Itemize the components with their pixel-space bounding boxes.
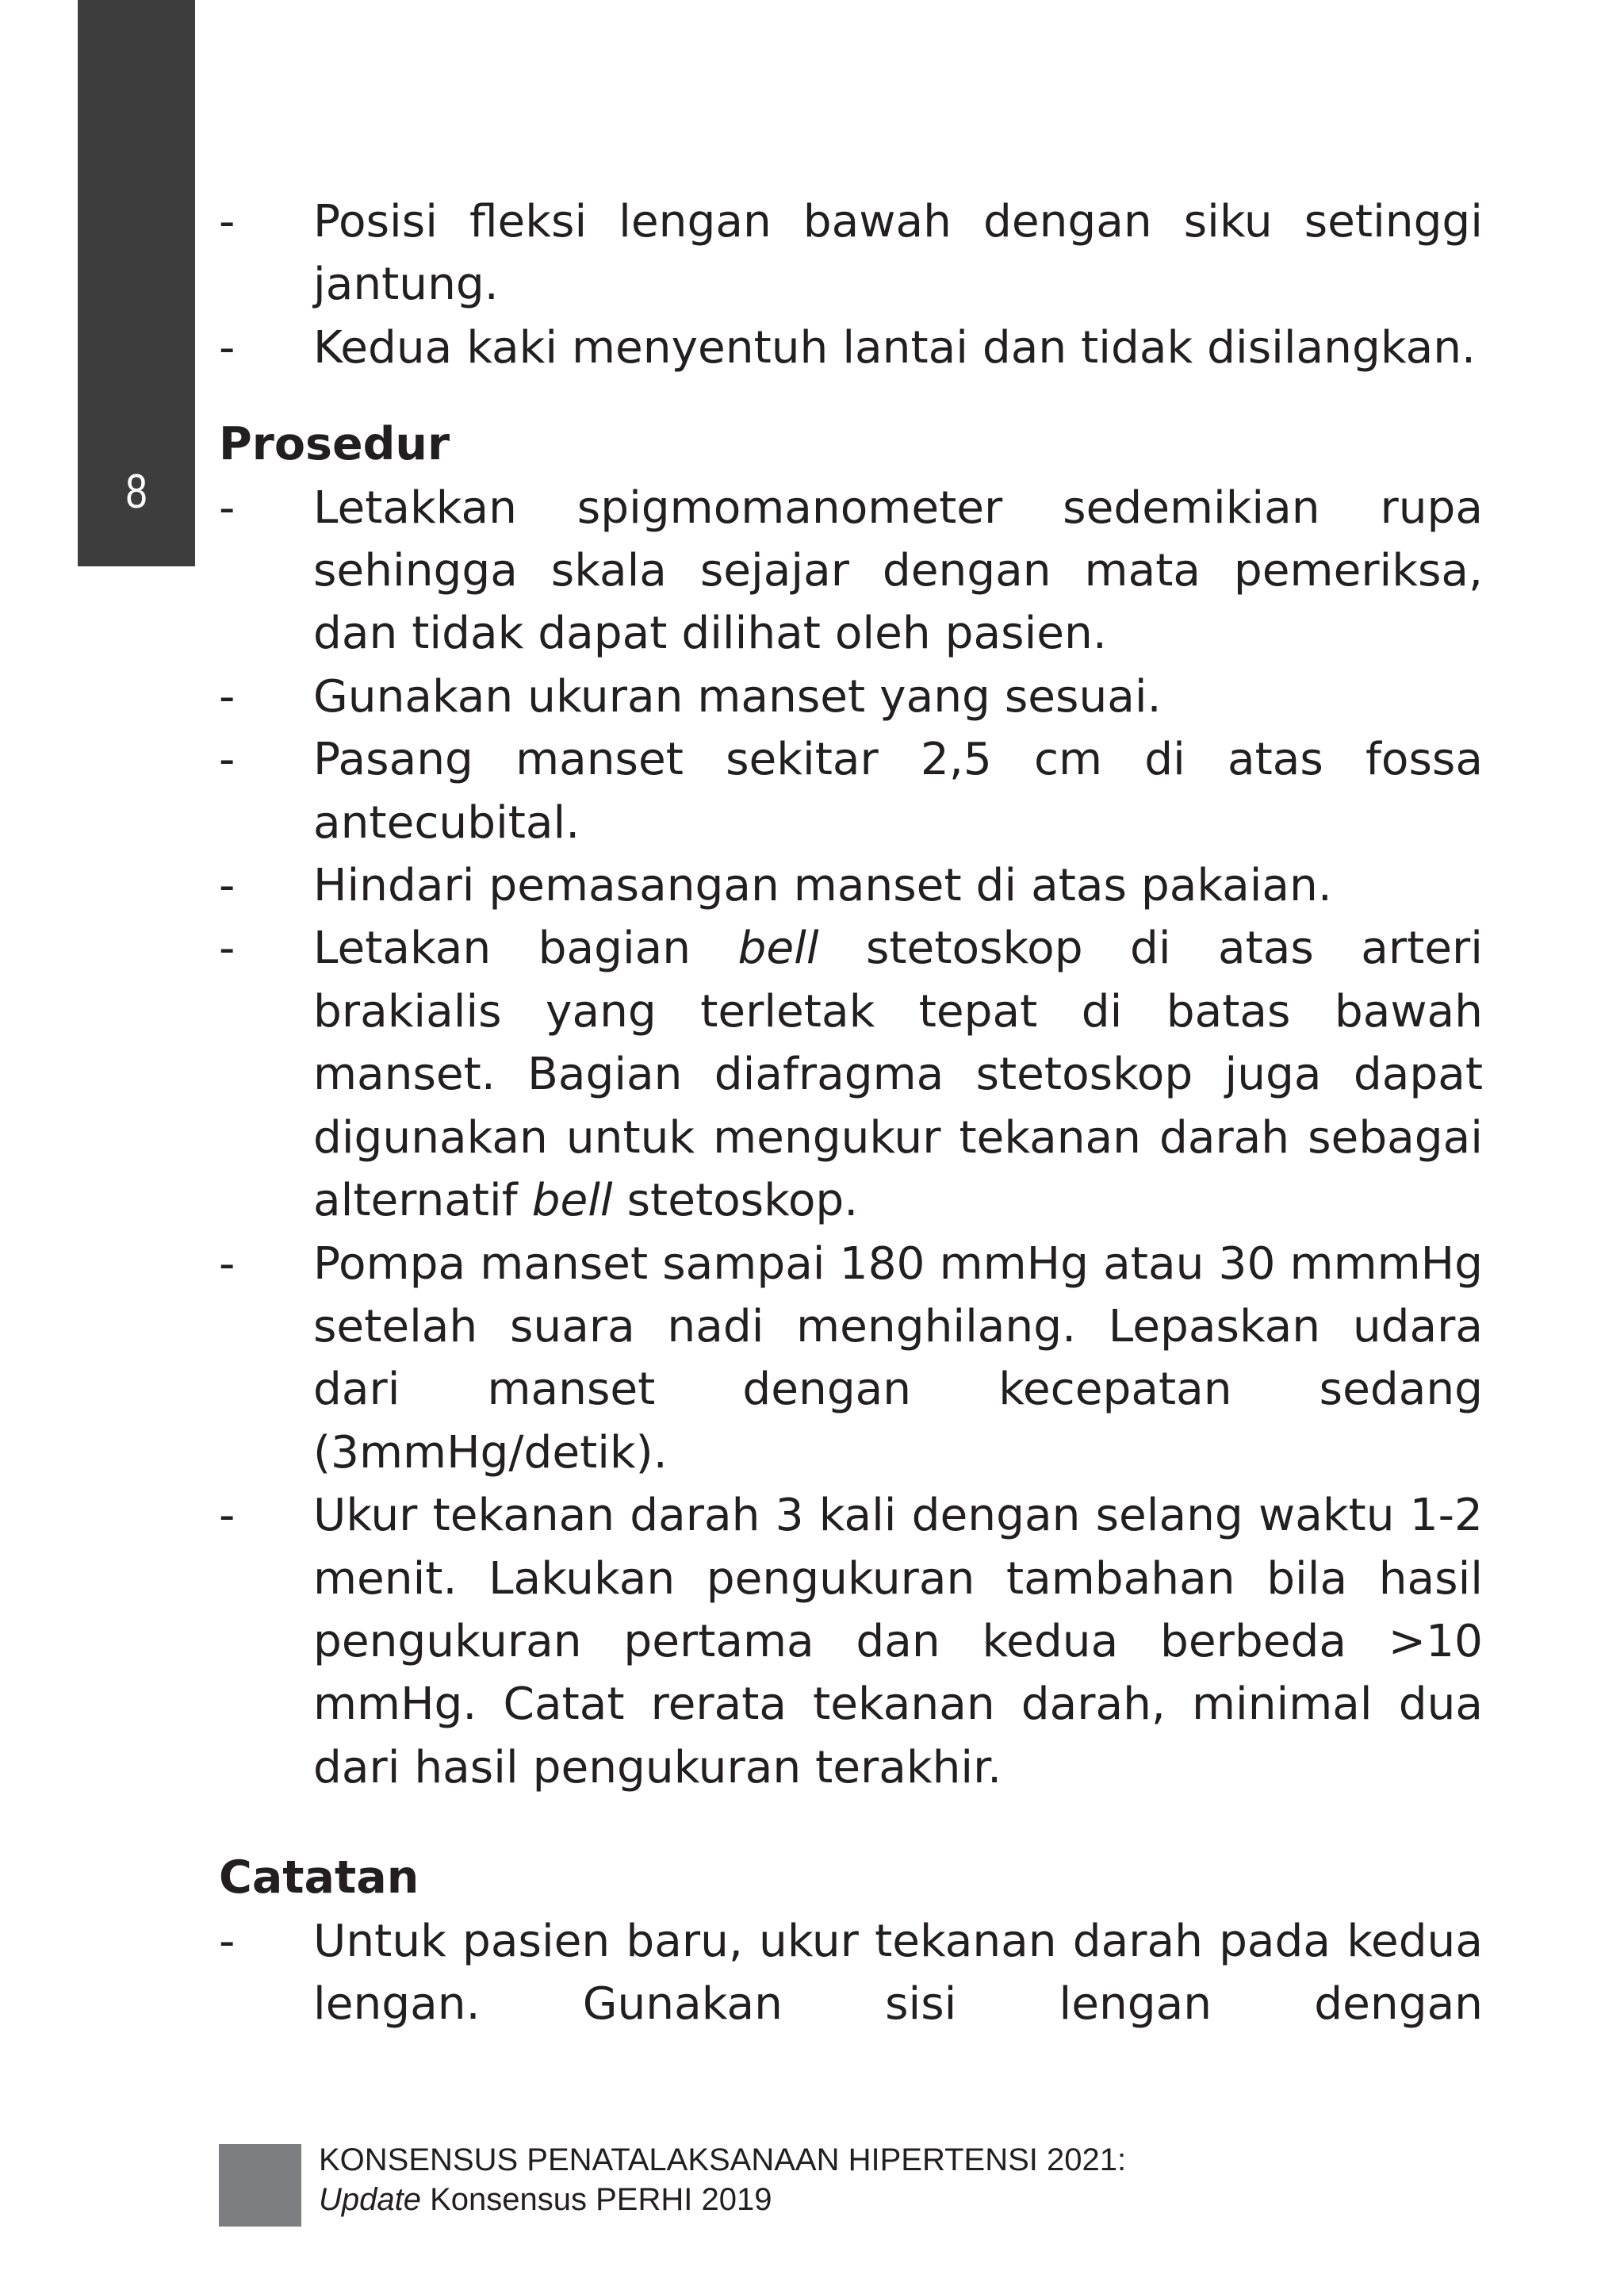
italic-term-bell: bell bbox=[737, 923, 819, 975]
text-run: stetoskop di atas arteri brakialis yang terletak tepat di batas bawah manset. Bagian diafragma stetoskop juga dapat digunakan untuk mengukur tekanan darah sebagai alternatif bbox=[313, 923, 1483, 1227]
page-number: 8 bbox=[125, 465, 147, 518]
section-heading-prosedur: Prosedur bbox=[219, 418, 450, 471]
footer-title: KONSENSUS PENATALAKSANAAN HIPERTENSI 2021: bbox=[319, 2142, 1127, 2177]
list-item-text: Letakkan spigmomanometer sedemikian rupa sehingga skala sejajar dengan mata pemeriksa, dan tidak dapat dilihat oleh pasien. bbox=[313, 481, 1483, 660]
list-item-text: Ukur tekanan darah 3 kali dengan selang waktu 1-2 menit. Lakukan pengukuran tambahan bila hasil pengukuran pertama dan kedua berbeda >10 mmHg. Catat rerata tekanan darah, minimal dua dari hasil pengukuran terakhir. bbox=[313, 1490, 1483, 1793]
list-item bbox=[219, 917, 1483, 1232]
footer-color-box bbox=[219, 2144, 301, 2227]
list-item-text: Hindari pemasangan manset di atas pakaian. bbox=[313, 860, 1332, 912]
list-item bbox=[219, 1233, 1483, 1485]
list-item bbox=[219, 854, 1483, 917]
list-item-text: Gunakan ukuran manset yang sesuai. bbox=[313, 670, 1162, 723]
bullet-dash: - bbox=[219, 1490, 236, 1542]
list-item bbox=[219, 316, 1483, 379]
footer-subtitle-italic: Update bbox=[319, 2182, 421, 2217]
list-item-text: Kedua kaki menyentuh lantai dan tidak disilangkan. bbox=[313, 321, 1476, 374]
list-item-text bbox=[313, 917, 1483, 1232]
list-item bbox=[219, 190, 1483, 316]
page-tab bbox=[78, 0, 195, 566]
list-item bbox=[219, 477, 1483, 666]
bullet-dash: - bbox=[219, 321, 236, 374]
bullet-dash: - bbox=[219, 670, 236, 723]
main-content bbox=[219, 190, 1483, 2035]
list-item-text: Pasang manset sekitar 2,5 cm di atas fossa antecubital. bbox=[313, 734, 1483, 849]
bullet-dash: - bbox=[219, 860, 236, 912]
bullet-dash: - bbox=[219, 1237, 236, 1290]
bullet-dash: - bbox=[219, 734, 236, 786]
bullet-dash: - bbox=[219, 196, 236, 247]
running-footer bbox=[319, 2140, 1126, 2219]
list-item bbox=[219, 1910, 1483, 2036]
text-run: stetoskop. bbox=[612, 1175, 859, 1227]
bullet-dash: - bbox=[219, 1915, 236, 1967]
list-item-text: Untuk pasien baru, ukur tekanan darah pada kedua lengan. Gunakan sisi lengan dengan bbox=[313, 1915, 1483, 2030]
bullet-dash: - bbox=[219, 481, 236, 534]
list-item bbox=[219, 666, 1483, 728]
bullet-dash: - bbox=[219, 923, 236, 975]
list-item bbox=[219, 728, 1483, 854]
italic-term-bell: bell bbox=[531, 1175, 613, 1227]
list-item-text: Posisi fleksi lengan bawah dengan siku setinggi jantung. bbox=[313, 196, 1483, 311]
footer-subtitle bbox=[319, 2180, 1126, 2219]
list-item bbox=[219, 1484, 1483, 1799]
list-item-text: Pompa manset sampai 180 mmHg atau 30 mmmHg setelah suara nadi menghilang. Lepaskan udara dari manset dengan kecepatan sedang (3mmHg/detik). bbox=[313, 1237, 1483, 1479]
text-run: Letakan bagian bbox=[313, 923, 738, 975]
section-heading-catatan: Catatan bbox=[219, 1851, 419, 1904]
footer-subtitle-rest: Konsensus PERHI 2019 bbox=[420, 2182, 772, 2217]
